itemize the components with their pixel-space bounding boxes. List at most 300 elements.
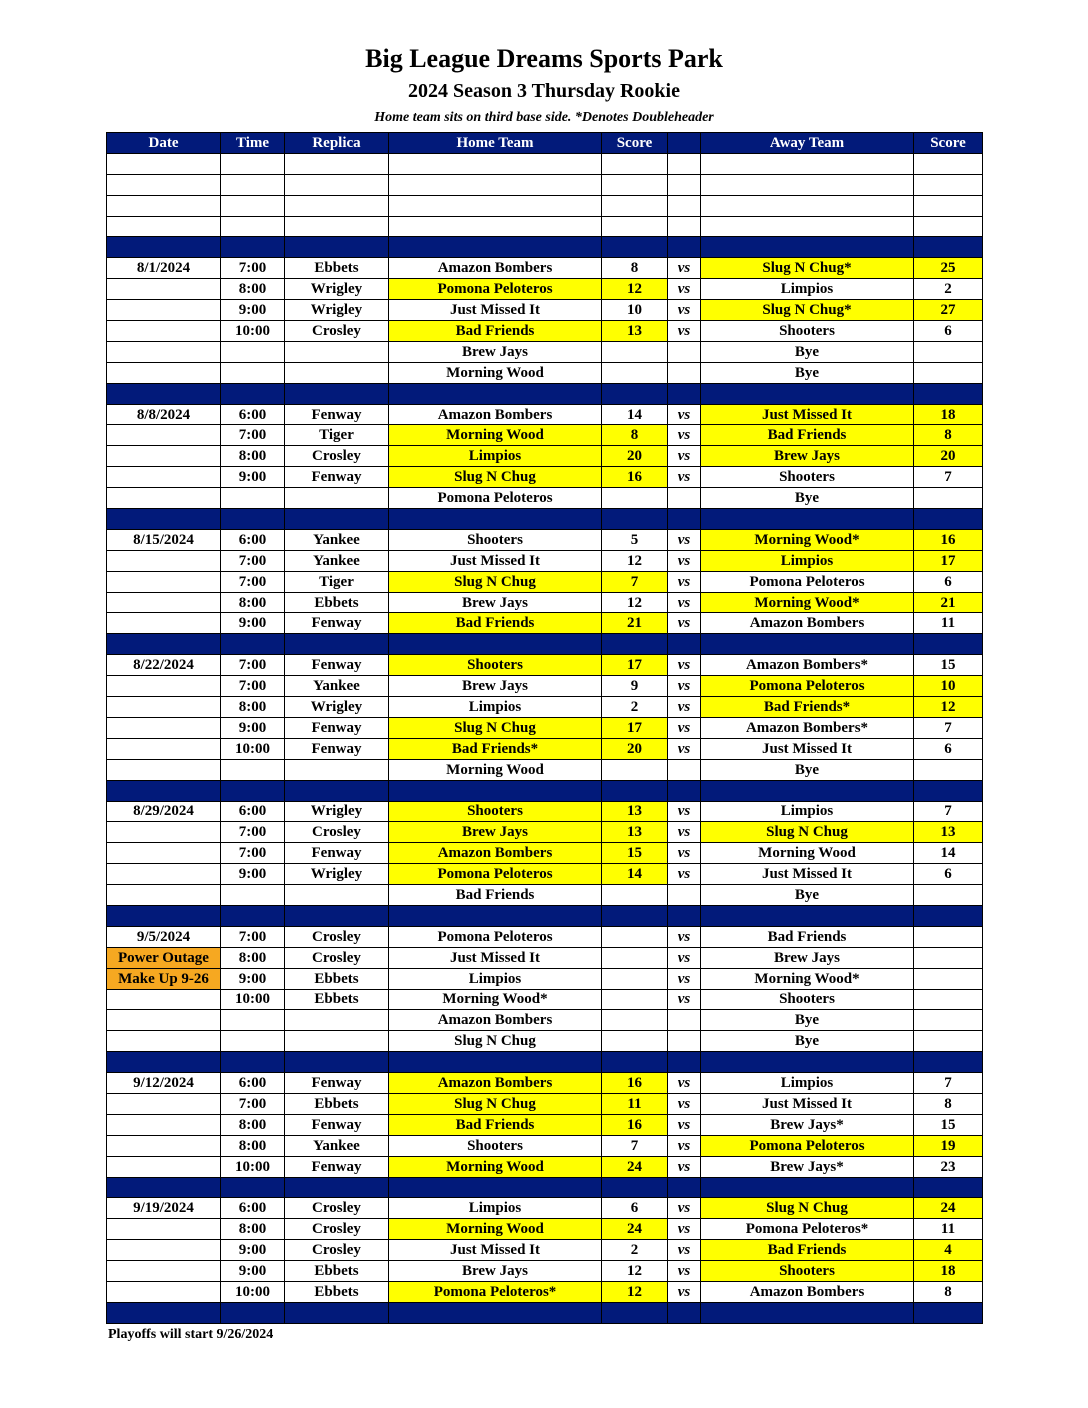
week-separator-row — [107, 905, 983, 926]
replica-cell: Fenway — [285, 655, 389, 676]
time-cell — [221, 1302, 285, 1323]
vs-cell: vs — [668, 404, 701, 425]
away-team-cell: Just Missed It — [701, 738, 914, 759]
col-header-home-score: Score — [602, 133, 668, 154]
time-cell — [221, 1010, 285, 1031]
away-score-cell: 13 — [914, 822, 983, 843]
home-team-cell: Amazon Bombers — [389, 258, 602, 279]
week-separator-row — [107, 634, 983, 655]
vs-cell — [668, 1052, 701, 1073]
away-team-cell: Bad Friends — [701, 425, 914, 446]
replica-cell: Wrigley — [285, 864, 389, 885]
away-score-cell: 6 — [914, 321, 983, 342]
home-team-cell: Slug N Chug — [389, 1093, 602, 1114]
home-score-cell: 14 — [602, 864, 668, 885]
vs-cell: vs — [668, 592, 701, 613]
away-team-cell: Slug N Chug — [701, 1198, 914, 1219]
week-separator-row — [107, 509, 983, 530]
away-team-cell — [701, 634, 914, 655]
home-score-cell: 10 — [602, 300, 668, 321]
vs-cell — [668, 216, 701, 237]
col-header-home-team: Home Team — [389, 133, 602, 154]
vs-cell: vs — [668, 1073, 701, 1094]
away-team-cell — [701, 1177, 914, 1198]
away-score-cell: 8 — [914, 425, 983, 446]
table-row — [107, 613, 983, 634]
away-score-cell: 12 — [914, 697, 983, 718]
away-score-cell — [914, 153, 983, 174]
replica-cell — [285, 237, 389, 258]
replica-cell — [285, 383, 389, 404]
away-team-cell: Limpios — [701, 1073, 914, 1094]
replica-cell: Ebbets — [285, 1281, 389, 1302]
time-cell: 8:00 — [221, 446, 285, 467]
home-team-cell — [389, 383, 602, 404]
away-team-cell — [701, 1302, 914, 1323]
home-team-cell: Bad Friends — [389, 1114, 602, 1135]
table-row — [107, 300, 983, 321]
away-team-cell: Bye — [701, 1031, 914, 1052]
date-cell: 9/12/2024 — [107, 1073, 221, 1094]
time-cell: 7:00 — [221, 655, 285, 676]
away-score-cell — [914, 780, 983, 801]
home-score-cell: 16 — [602, 467, 668, 488]
time-cell — [221, 488, 285, 509]
date-cell — [107, 216, 221, 237]
home-team-cell: Bad Friends* — [389, 738, 602, 759]
date-cell — [107, 300, 221, 321]
date-cell — [107, 613, 221, 634]
home-team-cell: Pomona Peloteros* — [389, 1281, 602, 1302]
home-team-cell — [389, 237, 602, 258]
home-score-cell — [602, 1302, 668, 1323]
away-team-cell: Just Missed It — [701, 404, 914, 425]
home-score-cell — [602, 947, 668, 968]
home-team-cell: Limpios — [389, 446, 602, 467]
replica-cell — [285, 174, 389, 195]
home-score-cell — [602, 509, 668, 530]
time-cell: 10:00 — [221, 738, 285, 759]
away-score-cell — [914, 634, 983, 655]
vs-cell: vs — [668, 676, 701, 697]
home-team-cell — [389, 509, 602, 530]
home-team-cell: Limpios — [389, 968, 602, 989]
replica-cell — [285, 905, 389, 926]
vs-cell: vs — [668, 1156, 701, 1177]
away-team-cell — [701, 1052, 914, 1073]
home-score-cell — [602, 1010, 668, 1031]
home-score-cell: 17 — [602, 717, 668, 738]
home-score-cell: 12 — [602, 550, 668, 571]
home-score-cell: 20 — [602, 738, 668, 759]
date-cell — [107, 780, 221, 801]
table-row — [107, 1135, 983, 1156]
time-cell: 7:00 — [221, 425, 285, 446]
home-team-cell: Bad Friends — [389, 885, 602, 906]
date-cell — [107, 237, 221, 258]
home-score-cell — [602, 153, 668, 174]
page-title: Big League Dreams Sports Park — [365, 44, 723, 73]
table-row — [107, 1114, 983, 1135]
home-score-cell: 9 — [602, 676, 668, 697]
home-team-cell: Shooters — [389, 801, 602, 822]
away-score-cell: 23 — [914, 1156, 983, 1177]
time-cell: 10:00 — [221, 989, 285, 1010]
home-team-cell — [389, 153, 602, 174]
away-team-cell: Bye — [701, 488, 914, 509]
away-score-cell: 6 — [914, 864, 983, 885]
date-cell: 8/29/2024 — [107, 801, 221, 822]
col-header-date: Date — [107, 133, 221, 154]
vs-cell — [668, 341, 701, 362]
away-team-cell — [701, 237, 914, 258]
col-header-away-team: Away Team — [701, 133, 914, 154]
home-score-cell — [602, 362, 668, 383]
away-team-cell: Just Missed It — [701, 1093, 914, 1114]
table-row — [107, 885, 983, 906]
table-row — [107, 1261, 983, 1282]
date-cell — [107, 1010, 221, 1031]
away-team-cell: Slug N Chug* — [701, 300, 914, 321]
away-score-cell — [914, 885, 983, 906]
replica-cell: Tiger — [285, 425, 389, 446]
table-row — [107, 864, 983, 885]
vs-cell — [668, 780, 701, 801]
date-cell — [107, 383, 221, 404]
time-cell: 7:00 — [221, 822, 285, 843]
home-score-cell — [602, 885, 668, 906]
home-score-cell: 5 — [602, 529, 668, 550]
away-score-cell: 11 — [914, 613, 983, 634]
home-score-cell: 13 — [602, 321, 668, 342]
away-team-cell: Brew Jays* — [701, 1114, 914, 1135]
page-subtitle: 2024 Season 3 Thursday Rookie — [408, 80, 680, 102]
vs-cell: vs — [668, 1261, 701, 1282]
away-team-cell: Morning Wood* — [701, 529, 914, 550]
table-row — [107, 341, 983, 362]
home-team-cell: Shooters — [389, 655, 602, 676]
date-cell — [107, 1135, 221, 1156]
vs-cell: vs — [668, 989, 701, 1010]
home-score-cell: 12 — [602, 279, 668, 300]
time-cell — [221, 174, 285, 195]
blank-row — [107, 195, 983, 216]
home-score-cell — [602, 759, 668, 780]
home-team-cell: Brew Jays — [389, 822, 602, 843]
away-team-cell: Pomona Peloteros — [701, 1135, 914, 1156]
footer-note: Playoffs will start 9/26/2024 — [108, 1327, 274, 1342]
date-cell — [107, 571, 221, 592]
away-team-cell — [701, 905, 914, 926]
away-team-cell: Bad Friends* — [701, 697, 914, 718]
table-row — [107, 571, 983, 592]
replica-cell: Crosley — [285, 947, 389, 968]
away-team-cell — [701, 195, 914, 216]
vs-cell: vs — [668, 717, 701, 738]
away-team-cell: Shooters — [701, 1261, 914, 1282]
table-row — [107, 446, 983, 467]
table-row — [107, 759, 983, 780]
home-team-cell — [389, 216, 602, 237]
replica-cell — [285, 341, 389, 362]
date-cell — [107, 279, 221, 300]
away-team-cell: Bye — [701, 759, 914, 780]
week-separator-row — [107, 383, 983, 404]
date-cell — [107, 1093, 221, 1114]
home-score-cell — [602, 216, 668, 237]
home-score-cell: 13 — [602, 801, 668, 822]
away-team-cell: Slug N Chug* — [701, 258, 914, 279]
away-score-cell — [914, 174, 983, 195]
away-score-cell: 15 — [914, 655, 983, 676]
schedule-body — [107, 153, 983, 1323]
table-row — [107, 1073, 983, 1094]
vs-cell: vs — [668, 467, 701, 488]
away-score-cell — [914, 488, 983, 509]
replica-cell: Ebbets — [285, 989, 389, 1010]
vs-cell: vs — [668, 1198, 701, 1219]
vs-cell: vs — [668, 529, 701, 550]
vs-cell: vs — [668, 571, 701, 592]
home-team-cell — [389, 905, 602, 926]
replica-cell — [285, 885, 389, 906]
vs-cell — [668, 153, 701, 174]
replica-cell — [285, 634, 389, 655]
date-cell — [107, 1031, 221, 1052]
date-cell — [107, 321, 221, 342]
home-team-cell: Just Missed It — [389, 1240, 602, 1261]
away-score-cell: 11 — [914, 1219, 983, 1240]
table-row — [107, 529, 983, 550]
replica-cell: Wrigley — [285, 697, 389, 718]
page-note: Home team sits on third base side. *Denotes Doubleheader — [374, 110, 714, 125]
date-cell — [107, 759, 221, 780]
away-team-cell: Bye — [701, 1010, 914, 1031]
away-team-cell: Bad Friends — [701, 926, 914, 947]
replica-cell: Ebbets — [285, 968, 389, 989]
date-cell — [107, 446, 221, 467]
col-header-vs — [668, 133, 701, 154]
time-cell — [221, 341, 285, 362]
away-team-cell: Brew Jays* — [701, 1156, 914, 1177]
home-team-cell: Morning Wood — [389, 1156, 602, 1177]
date-cell: 8/15/2024 — [107, 529, 221, 550]
home-score-cell: 20 — [602, 446, 668, 467]
away-team-cell: Shooters — [701, 467, 914, 488]
date-cell — [107, 195, 221, 216]
date-cell: 9/5/2024 — [107, 926, 221, 947]
date-cell — [107, 738, 221, 759]
home-team-cell: Shooters — [389, 529, 602, 550]
home-team-cell: Pomona Peloteros — [389, 488, 602, 509]
vs-cell — [668, 362, 701, 383]
away-score-cell — [914, 1177, 983, 1198]
home-score-cell: 14 — [602, 404, 668, 425]
away-score-cell: 7 — [914, 467, 983, 488]
time-cell — [221, 885, 285, 906]
date-cell — [107, 488, 221, 509]
replica-cell: Yankee — [285, 676, 389, 697]
date-cell — [107, 989, 221, 1010]
home-score-cell — [602, 1177, 668, 1198]
replica-cell: Ebbets — [285, 592, 389, 613]
table-row — [107, 801, 983, 822]
home-team-cell: Bad Friends — [389, 613, 602, 634]
home-score-cell — [602, 968, 668, 989]
home-team-cell: Just Missed It — [389, 550, 602, 571]
week-separator-row — [107, 237, 983, 258]
replica-cell — [285, 195, 389, 216]
time-cell: 8:00 — [221, 947, 285, 968]
replica-cell: Fenway — [285, 613, 389, 634]
away-team-cell: Shooters — [701, 989, 914, 1010]
date-cell: Make Up 9-26 — [107, 968, 221, 989]
week-separator-row — [107, 1052, 983, 1073]
vs-cell: vs — [668, 279, 701, 300]
away-score-cell: 15 — [914, 1114, 983, 1135]
home-team-cell: Shooters — [389, 1135, 602, 1156]
date-cell — [107, 864, 221, 885]
date-cell — [107, 592, 221, 613]
home-team-cell: Brew Jays — [389, 341, 602, 362]
away-score-cell — [914, 1052, 983, 1073]
time-cell: 9:00 — [221, 1261, 285, 1282]
time-cell: 7:00 — [221, 676, 285, 697]
time-cell — [221, 383, 285, 404]
home-team-cell: Bad Friends — [389, 321, 602, 342]
vs-cell: vs — [668, 300, 701, 321]
home-team-cell — [389, 1177, 602, 1198]
table-row — [107, 1198, 983, 1219]
vs-cell: vs — [668, 864, 701, 885]
date-cell — [107, 822, 221, 843]
table-row — [107, 1219, 983, 1240]
vs-cell: vs — [668, 1093, 701, 1114]
home-team-cell: Amazon Bombers — [389, 1073, 602, 1094]
date-cell — [107, 1281, 221, 1302]
time-cell: 8:00 — [221, 1114, 285, 1135]
away-team-cell: Bye — [701, 885, 914, 906]
vs-cell — [668, 1302, 701, 1323]
table-row — [107, 697, 983, 718]
replica-cell: Fenway — [285, 843, 389, 864]
table-row — [107, 1010, 983, 1031]
table-row — [107, 738, 983, 759]
away-score-cell — [914, 968, 983, 989]
home-team-cell: Morning Wood — [389, 425, 602, 446]
away-score-cell: 20 — [914, 446, 983, 467]
blank-row — [107, 174, 983, 195]
vs-cell: vs — [668, 446, 701, 467]
time-cell: 9:00 — [221, 968, 285, 989]
away-score-cell: 7 — [914, 717, 983, 738]
home-team-cell — [389, 1052, 602, 1073]
replica-cell — [285, 153, 389, 174]
time-cell: 9:00 — [221, 864, 285, 885]
week-separator-row — [107, 780, 983, 801]
time-cell: 9:00 — [221, 717, 285, 738]
date-cell — [107, 1052, 221, 1073]
replica-cell: Crosley — [285, 321, 389, 342]
replica-cell: Yankee — [285, 550, 389, 571]
away-team-cell: Pomona Peloteros — [701, 571, 914, 592]
home-score-cell: 12 — [602, 1261, 668, 1282]
home-team-cell: Limpios — [389, 1198, 602, 1219]
date-cell — [107, 341, 221, 362]
time-cell: 9:00 — [221, 467, 285, 488]
home-score-cell: 7 — [602, 1135, 668, 1156]
time-cell — [221, 1031, 285, 1052]
vs-cell: vs — [668, 801, 701, 822]
replica-cell — [285, 216, 389, 237]
home-score-cell — [602, 780, 668, 801]
replica-cell — [285, 1052, 389, 1073]
away-score-cell: 14 — [914, 843, 983, 864]
replica-cell — [285, 1031, 389, 1052]
home-team-cell: Morning Wood — [389, 1219, 602, 1240]
away-score-cell: 18 — [914, 404, 983, 425]
home-team-cell: Amazon Bombers — [389, 1010, 602, 1031]
vs-cell — [668, 195, 701, 216]
home-score-cell: 24 — [602, 1219, 668, 1240]
home-team-cell: Brew Jays — [389, 592, 602, 613]
away-team-cell: Limpios — [701, 279, 914, 300]
away-team-cell: Morning Wood — [701, 843, 914, 864]
replica-cell: Wrigley — [285, 801, 389, 822]
time-cell: 10:00 — [221, 1281, 285, 1302]
away-team-cell — [701, 509, 914, 530]
home-team-cell: Pomona Peloteros — [389, 279, 602, 300]
away-team-cell — [701, 174, 914, 195]
home-score-cell — [602, 905, 668, 926]
week-separator-row — [107, 1177, 983, 1198]
time-cell — [221, 1052, 285, 1073]
home-team-cell — [389, 1302, 602, 1323]
home-team-cell: Just Missed It — [389, 300, 602, 321]
replica-cell — [285, 1010, 389, 1031]
away-team-cell: Shooters — [701, 321, 914, 342]
away-team-cell: Amazon Bombers* — [701, 655, 914, 676]
date-cell — [107, 509, 221, 530]
home-score-cell — [602, 488, 668, 509]
table-row — [107, 258, 983, 279]
replica-cell: Fenway — [285, 738, 389, 759]
time-cell — [221, 759, 285, 780]
away-score-cell — [914, 759, 983, 780]
vs-cell: vs — [668, 697, 701, 718]
home-team-cell: Brew Jays — [389, 1261, 602, 1282]
vs-cell: vs — [668, 613, 701, 634]
away-team-cell: Brew Jays — [701, 446, 914, 467]
table-row — [107, 926, 983, 947]
col-header-away-score: Score — [914, 133, 983, 154]
time-cell: 6:00 — [221, 529, 285, 550]
time-cell: 6:00 — [221, 801, 285, 822]
vs-cell: vs — [668, 425, 701, 446]
date-cell — [107, 153, 221, 174]
home-score-cell — [602, 634, 668, 655]
away-score-cell — [914, 947, 983, 968]
date-cell — [107, 905, 221, 926]
time-cell: 8:00 — [221, 279, 285, 300]
col-header-replica: Replica — [285, 133, 389, 154]
replica-cell: Crosley — [285, 446, 389, 467]
home-team-cell — [389, 780, 602, 801]
home-team-cell: Morning Wood* — [389, 989, 602, 1010]
replica-cell — [285, 1302, 389, 1323]
date-cell: 8/1/2024 — [107, 258, 221, 279]
away-score-cell — [914, 989, 983, 1010]
